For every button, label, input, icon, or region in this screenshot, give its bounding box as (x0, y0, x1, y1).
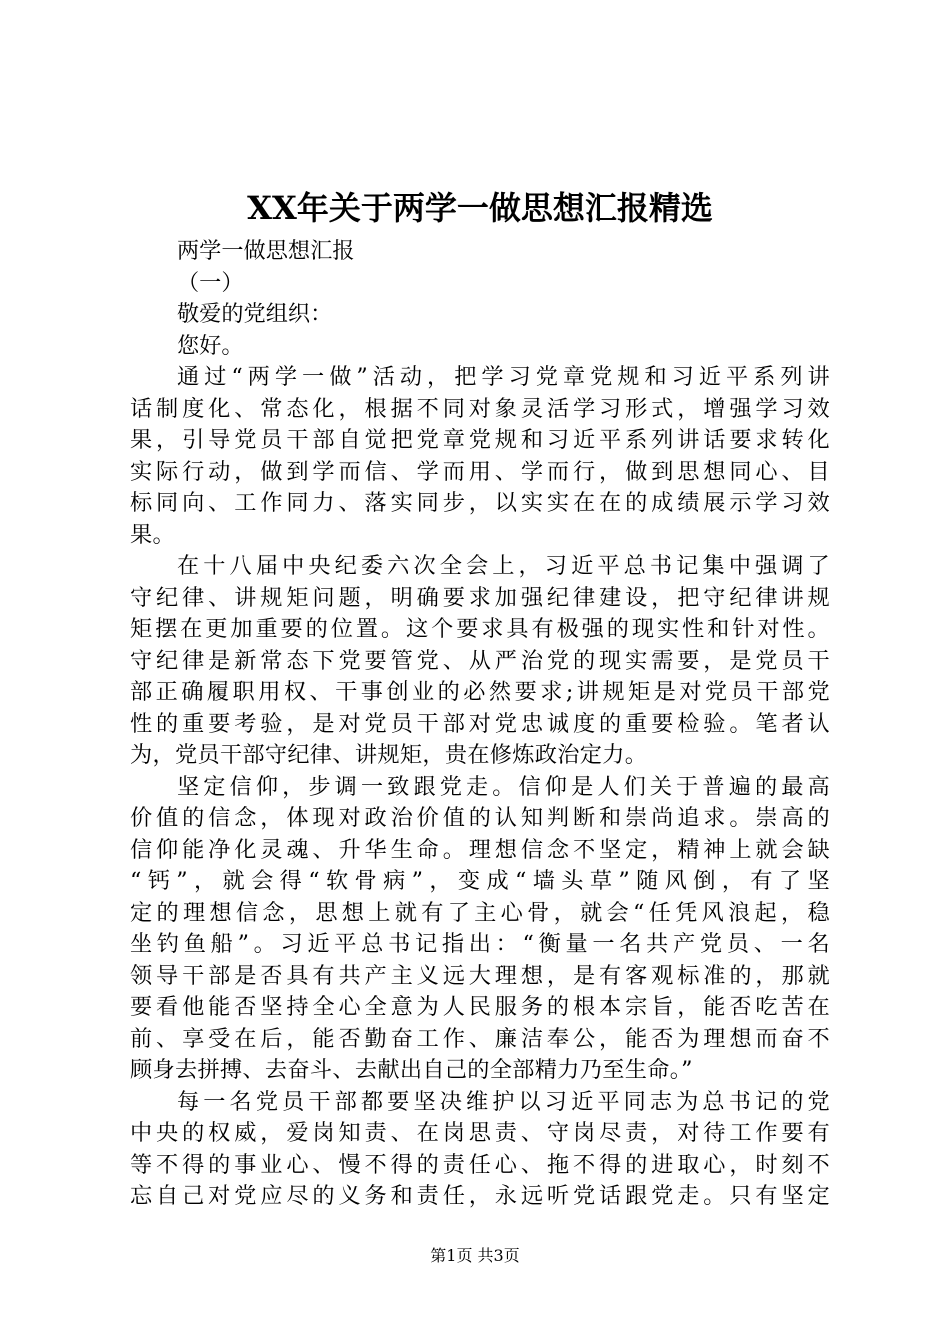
paragraph-line: 价值的信念，体现对政治价值的认知判断和崇尚追求。崇高的 (130, 805, 830, 831)
paragraph-line: 部正确履职用权、干事创业的必然要求;讲规矩是对党员干部党 (130, 679, 830, 705)
document-title: XX年关于两学一做思想汇报精选 (247, 189, 713, 227)
paragraph-line: 信仰能净化灵魂、升华生命。理想信念不坚定，精神上就会缺 (130, 836, 830, 863)
paragraph-line: “钙”，就会得“软骨病”，变成“墙头草”随风倒，有了坚 (130, 868, 830, 894)
paragraph (130, 362, 830, 551)
paragraph-line: 性的重要考验，是对党员干部对党忠诚度的重要检验。笔者认 (130, 710, 830, 737)
paragraph (130, 1087, 830, 1213)
document-body (130, 236, 830, 1213)
paragraph-line: 中央的权威，爱岗知责、在岗思责、守岗尽责，对待工作要有 (130, 1120, 830, 1146)
paragraph-line: 守纪律是新常态下党要管党、从严治党的现实需要，是党员干 (130, 647, 830, 674)
paragraph-line: 要看他能否坚持全心全意为人民服务的根本宗旨，能否吃苦在 (130, 994, 830, 1020)
page-footer: 第1页 共3页 (430, 1246, 520, 1265)
paragraph-line: 实际行动，做到学而信、学而用、学而行，做到思想同心、目 (130, 458, 830, 485)
paragraph (130, 551, 830, 772)
paragraph-line: 在十八届中央纪委六次全会上，习近平总书记集中强调了 (177, 553, 830, 579)
paragraph (130, 772, 830, 1087)
paragraph-line: 为，党员干部守纪律、讲规矩，贵在修炼政治定力。 (130, 742, 648, 768)
intro-greeting: 您好。 (177, 332, 244, 359)
paragraph-line: 领导干部是否具有共产主义远大理想，是有客观标准的，那就 (130, 962, 830, 989)
paragraph-line: 前、享受在后，能否勤奋工作、廉洁奉公，能否为理想而奋不 (130, 1025, 830, 1052)
paragraph-line: 忘自己对党应尽的义务和责任，永远听党话跟党走。只有坚定 (130, 1183, 830, 1209)
paragraph-line: 通过“两学一做”活动，把学习党章党规和习近平系列讲 (177, 364, 830, 390)
paragraph-line: 等不得的事业心、慢不得的责任心、拖不得的进取心，时刻不 (130, 1151, 830, 1178)
paragraph-line: 坚定信仰，步调一致跟党走。信仰是人们关于普遍的最高 (177, 773, 830, 800)
paragraph-line: 话制度化、常态化，根据不同对象灵活学习形式，增强学习效 (130, 395, 830, 422)
intro-salutation: 敬爱的党组织： (177, 301, 333, 327)
paragraph-line: 守纪律、讲规矩问题，明确要求加强纪律建设，把守纪律讲规 (130, 584, 830, 611)
paragraph-line: 果。 (130, 521, 175, 548)
paragraph-line: 坐钓鱼船”。习近平总书记指出：“衡量一名共产党员、一名 (130, 931, 830, 957)
paragraph-line: 标同向、工作同力、落实同步，以实实在在的成绩展示学习效 (130, 490, 830, 516)
intro-heading: 两学一做思想汇报 (177, 238, 355, 264)
paragraph-line: 果，引导党员干部自觉把党章党规和习近平系列讲话要求转化 (130, 427, 830, 453)
paragraph-line: 每一名党员干部都要坚决维护以习近平同志为总书记的党 (177, 1088, 830, 1115)
intro-section: （一） (177, 269, 244, 296)
paragraph-line: 定的理想信念，思想上就有了主心骨，就会“任凭风浪起，稳 (130, 899, 830, 926)
paragraph-line: 矩摆在更加重要的位置。这个要求具有极强的现实性和针对性。 (130, 616, 830, 642)
paragraph-line: 顾身去拼搏、去奋斗、去献出自己的全部精力乃至生命。” (130, 1057, 693, 1083)
